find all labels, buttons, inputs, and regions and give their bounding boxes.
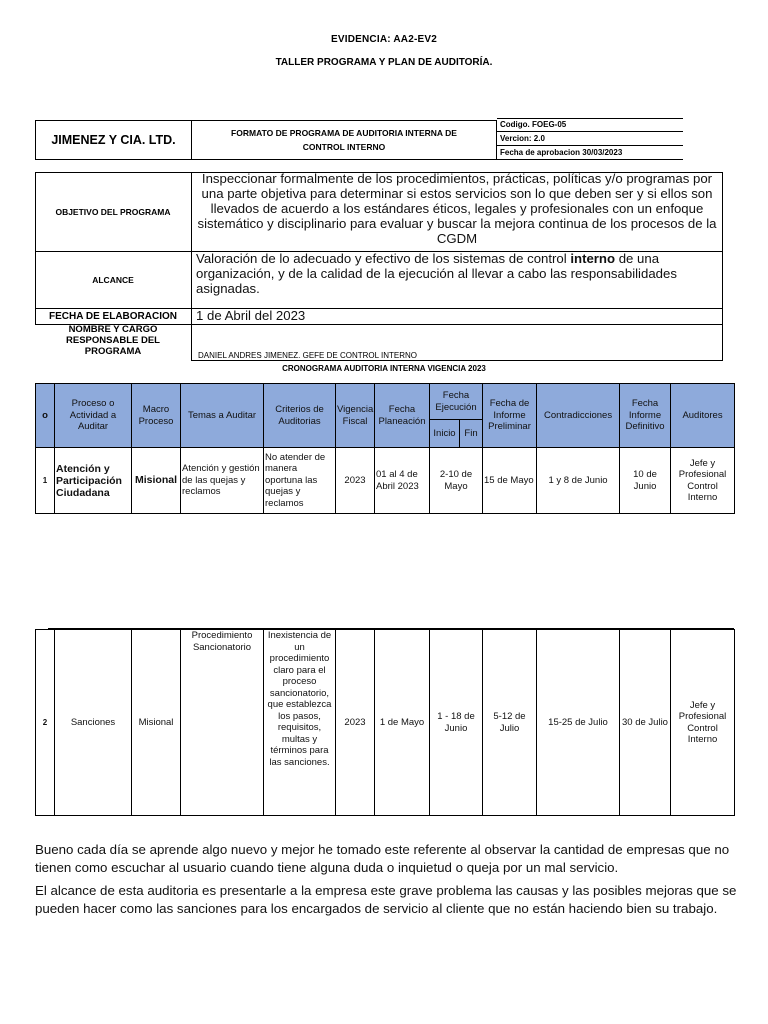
scope-text-part1: Valoración de lo adecuado y efectivo de los sistemas de control bbox=[196, 251, 571, 266]
header-start: Inicio bbox=[430, 420, 460, 448]
format-version: Vercion: 2.0 bbox=[497, 132, 683, 146]
row-final: 30 de Julio bbox=[620, 630, 671, 816]
schedule-table-continued bbox=[35, 629, 735, 816]
header-planned: Fecha Planeación bbox=[375, 384, 430, 448]
date-row-divider bbox=[191, 309, 192, 325]
row-execution: 1 - 18 de Junio bbox=[430, 630, 483, 816]
responsible-value: DANIEL ANDRES JIMENEZ. GEFE DE CONTROL INTERNO bbox=[198, 351, 417, 360]
schedule-title: CRONOGRAMA AUDITORIA INTERNA VIGENCIA 2023 bbox=[282, 364, 486, 373]
responsible-label: NOMBRE Y CARGO RESPONSABLE DEL PROGRAMA bbox=[66, 324, 160, 357]
document-evidence-title: EVIDENCIA: AA2-EV2 bbox=[330, 34, 438, 45]
table-header-row bbox=[36, 384, 735, 420]
objective-label: OBJETIVO DEL PROGRAMA bbox=[55, 206, 171, 217]
format-title bbox=[191, 120, 497, 160]
row-topics: Atención y gestión de las quejas y reclamos bbox=[181, 448, 264, 514]
row-process: Sanciones bbox=[55, 630, 132, 816]
scope-text-part2: de una organización, y de la calidad de la ejecución al llevar a cabo las responsabilidades asignadas. bbox=[196, 251, 677, 296]
header-execution: Fecha Ejecución bbox=[430, 384, 483, 420]
table-row bbox=[36, 448, 735, 514]
header-contradictions: Contradicciones bbox=[537, 384, 620, 448]
format-code: Codigo. FOEG-05 bbox=[497, 118, 683, 132]
objective-text: Inspeccionar formalmente de los procedimientos, prácticas, políticas y/o programas por una parte objetiva para determinar si estos servicios son lo que deben ser y si ellos son llevados de acuerdo a los estándares éticos, legales y profesionales con un enfoque sistemático y disciplinario para evaluar y buscar la mejora continua de los procesos de la CGDM bbox=[197, 171, 717, 246]
row-contradictions: 15-25 de Julio bbox=[537, 630, 620, 816]
scope-label: ALCANCE bbox=[92, 275, 134, 285]
row-macro: Misional bbox=[132, 630, 181, 816]
row-criteria: Inexistencia de un procedimiento claro para el proceso sancionatorio, que establezca los pasos, requisitos, multas y términos para las sanciones. bbox=[264, 630, 336, 816]
reflection-paragraph-2: El alcance de esta auditoria es presentarle a la empresa este grave problema las causas y las posibles mejoras que se pueden hacer como las sanciones para los encargados de servicio al cliente que no están haciendo bien su trabajo. bbox=[35, 883, 737, 916]
row-fiscal: 2023 bbox=[336, 630, 375, 816]
header-fiscal: Vigencia Fiscal bbox=[336, 384, 375, 448]
row-planned: 01 al 4 de Abril 2023 bbox=[375, 448, 430, 514]
header-auditors: Auditores bbox=[671, 384, 735, 448]
row-topics: Procedimiento Sancionatorio bbox=[181, 630, 264, 816]
header-process: Proceso o Actividad a Auditar bbox=[55, 384, 132, 448]
header-final: Fecha Informe Definitivo bbox=[620, 384, 671, 448]
scope-text-bold: interno bbox=[570, 251, 616, 266]
document-subtitle: TALLER PROGRAMA Y PLAN DE AUDITORÍA. bbox=[275, 57, 493, 68]
scope-text bbox=[196, 251, 718, 296]
date-value: 1 de Abril del 2023 bbox=[196, 308, 306, 323]
company-name: JIMENEZ Y CIA. LTD. bbox=[35, 120, 191, 160]
row-final: 10 de Junio bbox=[620, 448, 671, 514]
program-divider bbox=[191, 172, 192, 309]
row-fiscal: 2023 bbox=[336, 448, 375, 514]
row-num: 2 bbox=[36, 630, 55, 816]
header-criteria: Criterios de Auditorias bbox=[264, 384, 336, 448]
row-prelim: 15 de Mayo bbox=[483, 448, 537, 514]
schedule-table bbox=[35, 383, 735, 514]
row-macro: Misional bbox=[132, 448, 181, 514]
row-process: Atención y Participación Ciudadana bbox=[55, 448, 132, 514]
header-macro: Macro Proceso bbox=[132, 384, 181, 448]
header-end: Fin bbox=[460, 420, 483, 448]
reflection-paragraph-1: Bueno cada día se aprende algo nuevo y mejor he tomado este referente al observar la cantidad de empresas que no tienen como escuchar al usuario cuando tiene alguna duda o inquietud o queja por un mal servicio. bbox=[35, 842, 730, 875]
approval-date: Fecha de aprobacion 30/03/2023 bbox=[497, 146, 683, 160]
row-contradictions: 1 y 8 de Junio bbox=[537, 448, 620, 514]
row-criteria: No atender de manera oportuna las quejas y reclamos bbox=[264, 448, 336, 514]
row-execution: 2-10 de Mayo bbox=[430, 448, 483, 514]
row-auditors: Jefe y Profesional Control Interno bbox=[671, 448, 735, 514]
header-num: o bbox=[36, 384, 55, 448]
date-label: FECHA DE ELABORACION bbox=[49, 311, 177, 322]
header-prelim: Fecha de Informe Preliminar bbox=[483, 384, 537, 448]
row-auditors: Jefe y Profesional Control Interno bbox=[671, 630, 735, 816]
row-planned: 1 de Mayo bbox=[375, 630, 430, 816]
table-row bbox=[36, 630, 735, 816]
row-num: 1 bbox=[36, 448, 55, 514]
header-topics: Temas a Auditar bbox=[181, 384, 264, 448]
row-prelim: 5-12 de Julio bbox=[483, 630, 537, 816]
format-title-text: FORMATO DE PROGRAMA DE AUDITORIA INTERNA DE CONTROL INTERNO bbox=[231, 127, 457, 152]
